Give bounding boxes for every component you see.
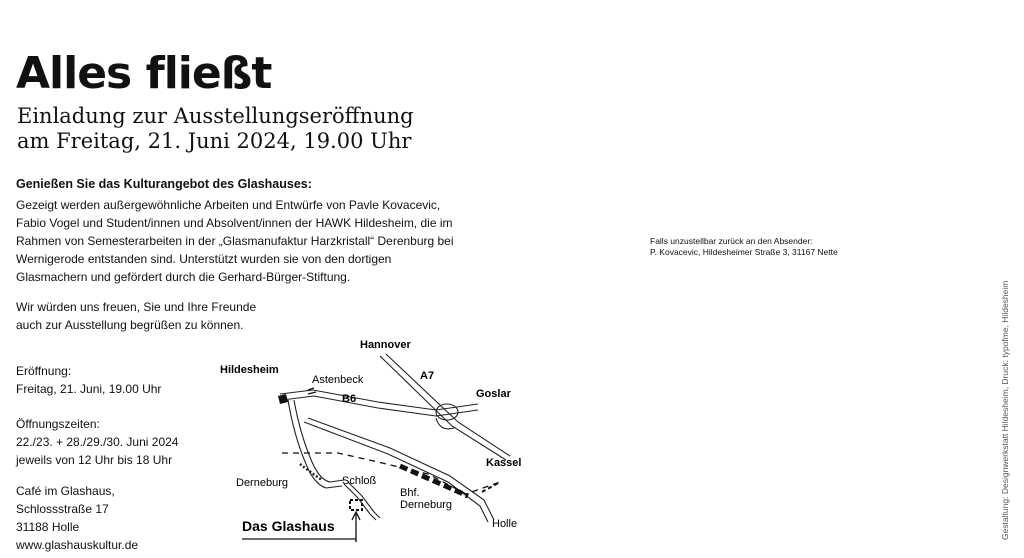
lead-text: Genießen Sie das Kulturangebot des Glashauses: (16, 177, 312, 191)
hildesheim-marker (278, 394, 288, 404)
opening-value: Freitag, 21. Juni, 19.00 Uhr (16, 382, 162, 396)
hours-times: jeweils von 12 Uhr bis 18 Uhr (16, 453, 173, 467)
welcome-paragraph (16, 298, 256, 334)
welcome-line: Wir würden uns freuen, Sie und Ihre Freunde (16, 300, 257, 314)
opening-label: Eröffnung: (16, 364, 72, 378)
invitation-subtitle (17, 104, 414, 154)
body-line: Rahmen von Semesterarbeiten in der „Glasmanufaktur Harzkristall“ Derenburg bei (16, 234, 454, 248)
opening-block (16, 362, 161, 398)
directions-map (218, 336, 548, 548)
venue-address (16, 482, 138, 554)
glashaus-road (344, 484, 376, 520)
derneburg-curve (300, 464, 322, 480)
body-line: Gezeigt werden außergewöhnliche Arbeiten und Entwürfe von Pavle Kovacevic, (16, 198, 441, 212)
road-to-holle (304, 418, 494, 522)
label-bhf: Bhf. (400, 487, 420, 499)
label-kassel: Kassel (486, 457, 522, 469)
body-line: Wernigerode entstanden sind. Unterstützt wurden sie von den dortigen (16, 252, 392, 266)
body-paragraph (16, 196, 454, 286)
return-address (650, 236, 838, 258)
venue-name: Café im Glashaus, (16, 484, 115, 498)
label-schloss: Schloß (342, 475, 377, 487)
label-das-glashaus: Das Glashaus (242, 518, 335, 534)
return-address-line-1: Falls unzustellbar zurück an den Absender: (650, 236, 813, 246)
page-title: Alles fließt (16, 48, 272, 99)
hours-block (16, 415, 178, 469)
label-astenbeck: Astenbeck (312, 374, 364, 386)
hours-label: Öffnungszeiten: (16, 417, 100, 431)
label-hannover: Hannover (360, 339, 411, 351)
subtitle-line-1: Einladung zur Ausstellungseröffnung (17, 104, 414, 128)
venue-street: Schlossstraße 17 (16, 502, 109, 516)
label-holle: Holle (492, 518, 518, 530)
label-a7: A7 (420, 370, 435, 382)
venue-city: 31188 Holle (16, 520, 80, 534)
label-goslar: Goslar (476, 388, 511, 400)
body-line: Glasmachern und gefördert durch die Gerhard-Bürger-Stiftung. (16, 270, 351, 284)
label-hildesheim: Hildesheim (220, 364, 279, 376)
body-line: Fabio Vogel und Student/innen und Absolvent/innen der HAWK Hildesheim, die im (16, 216, 453, 230)
welcome-line: auch zur Ausstellung begrüßen zu können. (16, 318, 244, 332)
label-b6: B6 (342, 393, 357, 405)
a7-motorway (380, 354, 510, 460)
road-to-derneburg (288, 400, 344, 488)
return-address-line-2: P. Kovacevic, Hildesheimer Straße 3, 31167 Nette (650, 247, 838, 257)
hours-dates: 22./23. + 28./29./30. Juni 2024 (16, 435, 179, 449)
glashaus-pointer-line (242, 539, 356, 542)
label-derneburg: Derneburg (236, 477, 288, 489)
subtitle-line-2: am Freitag, 21. Juni 2024, 19.00 Uhr (17, 129, 412, 153)
label-bhf-derneburg: Derneburg (400, 499, 452, 511)
venue-website-link[interactable]: www.glashauskultur.de (16, 538, 139, 552)
design-credit: Gestaltung: Designwerkstatt Hildesheim, Druck: typofme, Hildesheim (1000, 280, 1010, 540)
